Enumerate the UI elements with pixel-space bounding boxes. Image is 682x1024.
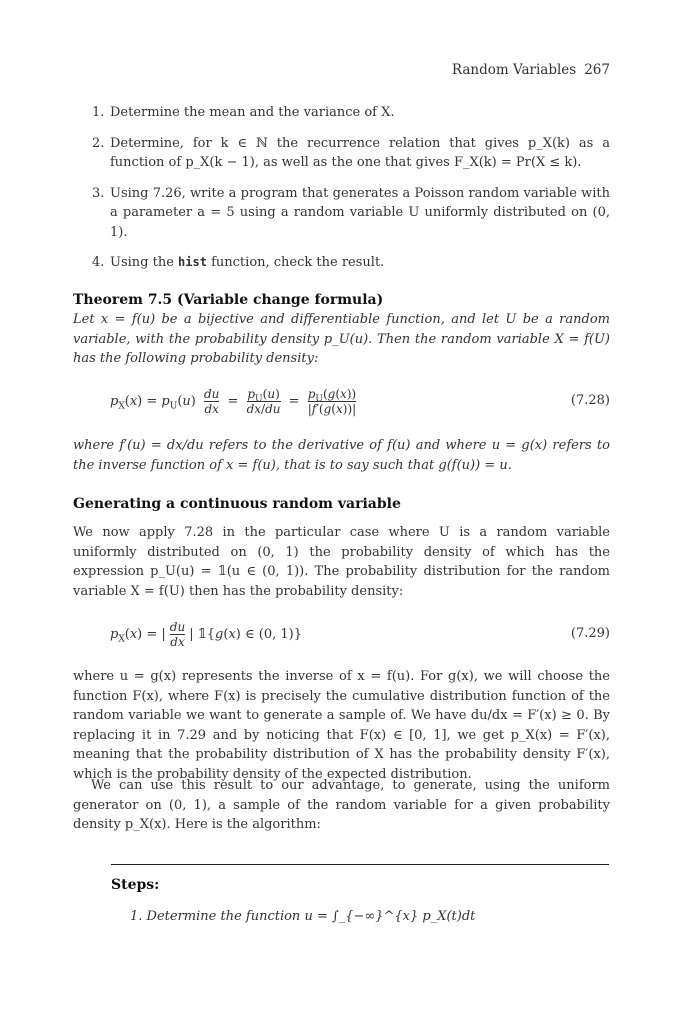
item-number: 3. bbox=[92, 185, 105, 201]
section-heading: Generating a continuous random variable bbox=[73, 496, 401, 512]
item-text: Determine, for k ∈ ℕ the recurrence relation that gives p_X(k) as a function of p_X(k − 1), as well as the one that gives F_X(k) = Pr(X ≤ k). bbox=[110, 135, 610, 170]
exercise-item bbox=[92, 253, 610, 273]
paragraph: We now apply 7.28 in the particular case where U is a random variable uniformly distributed on (0, 1) the probability density of which has the expression p_U(u) = 𝟙(u ∈ (0, 1)). The probability distribution for the random variable X = f(U) then has the probability density: bbox=[73, 525, 610, 599]
exercise-item bbox=[92, 184, 610, 243]
steps-rule bbox=[111, 864, 609, 865]
theorem-body: Let x = f(u) be a bijective and differentiable function, and let U be a random variable, with the probability density p_U(u). Then the random variable X = f(U) has the following probability density: bbox=[73, 312, 610, 366]
exercise-item bbox=[92, 103, 610, 123]
equation-7-28 bbox=[110, 377, 610, 425]
page-number: 267 bbox=[584, 62, 610, 78]
item-number: 1. bbox=[92, 105, 105, 120]
theorem-heading: Theorem 7.5 (Variable change formula) bbox=[73, 292, 384, 308]
item-number: 2. bbox=[92, 135, 105, 151]
equation-math: $p_X(x)$ = | $\frac{du}{dx}$ | 𝟙{g(x) ∈ (0, 1)} bbox=[110, 619, 302, 649]
exercise-item bbox=[92, 134, 610, 173]
paragraph: where u = g(x) represents the inverse of x = f(u). For g(x), we will choose the function F(x), where F(x) is precisely the cumulative distribution function of the random variable we want to generate a sample of. We have du/dx = F′(x) ≥ 0. By replacing it in 7.29 and by noticing that F(x) ∈ [0, 1], we get p_X(x) = F′(x), meaning that the probability distribution of X has the probability density F′(x), which is the probability density of the expected distribution. bbox=[73, 669, 610, 782]
item-text: Using 7.26, write a program that generates a Poisson random variable with a parameter a = 5 using a random variable U uniformly distributed on (0, 1). bbox=[110, 185, 610, 240]
paragraph: We can use this result to our advantage, to generate, using the uniform generator on (0, 1), a sample of the random variable for a given probability density p_X(x). Here is the algorithm: bbox=[73, 778, 610, 832]
equation-7-29 bbox=[110, 612, 610, 656]
equation-number: (7.29) bbox=[570, 626, 610, 642]
running-title: Random Variables bbox=[451, 62, 577, 78]
item-text-before: Using the bbox=[110, 255, 174, 270]
equation-number: (7.28) bbox=[570, 393, 610, 409]
code-hist: hist bbox=[178, 255, 207, 269]
step-1: 1. Determine the function u = ∫_{−∞}^{x} p_X(t)dt bbox=[130, 909, 476, 924]
item-number: 4. bbox=[92, 255, 105, 270]
item-text-after: function, check the result. bbox=[211, 255, 385, 270]
steps-heading: Steps: bbox=[111, 877, 160, 893]
item-text: Determine the mean and the variance of X. bbox=[110, 105, 395, 120]
running-header bbox=[73, 61, 610, 81]
exercise-list bbox=[92, 103, 610, 284]
theorem-after: where f′(u) = dx/du refers to the derivative of f(u) and where u = g(x) refers to the inverse function of x = f(u), that is to say such that g(f(u)) = u. bbox=[73, 438, 610, 473]
equation-math: $p_X(x) = p_U(u)$ $\frac{du}{dx}$ = $\frac{p_U(u)}{dx/du}$ = $\frac{p_U(g(x))}{|f'(g(x))|}$ bbox=[110, 386, 357, 416]
